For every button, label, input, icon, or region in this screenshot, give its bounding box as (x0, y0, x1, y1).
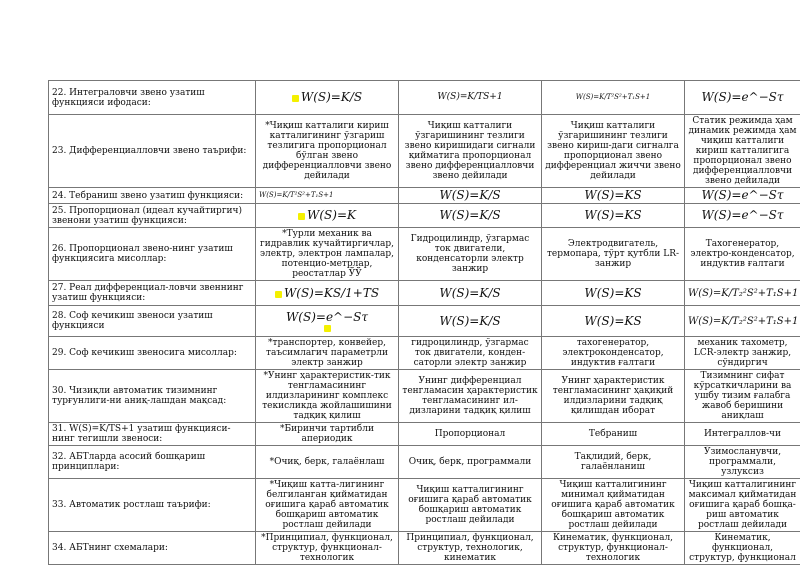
formula: W(S)=KS (584, 188, 642, 202)
formula: W(S)=e^−Sτ (285, 309, 369, 324)
table-row (49, 479, 800, 532)
formula: W(S)=KS/1+TS (283, 285, 380, 300)
answer-cell (685, 81, 800, 115)
answer-cell: тахогенератор, электроконденсатор, индуктив ғалтаги (542, 337, 685, 370)
answer-cell: Интеграллов-чи (685, 423, 800, 446)
formula: W(S)=K (307, 208, 356, 222)
formula: W(S)=KS (584, 313, 642, 328)
answer-cell (399, 204, 542, 228)
answer-cell: Тебраниш (542, 423, 685, 446)
answer-cell: Пропорционал (399, 423, 542, 446)
answer-cell (542, 81, 685, 115)
answer-cell-correct (256, 281, 399, 306)
question-cell: 26. Пропорционал звено-нинг узатиш функциясига мисоллар: (49, 228, 256, 281)
answer-cell: Гидроцилиндр, ўзгармас ток двигатели, конденсаторли электр занжир (399, 228, 542, 281)
answer-table-sheet (48, 80, 800, 565)
table-row (49, 532, 800, 565)
question-cell: 25. Пропорционал (идеал кучайтиргич) звенони узатиш функцияси: (49, 204, 256, 228)
question-cell: 24. Тебраниш звено узатиш функцияси: (49, 188, 256, 204)
answer-cell (399, 306, 542, 337)
answer-cell (399, 281, 542, 306)
answer-cell (399, 188, 542, 204)
answer-cell-correct: *Турли механик ва гидравлик кучайтиргичлар, электр, электрон лампалар, потенцио-метрлар, реостатлар ЎЎ (256, 228, 399, 281)
answer-cell: Унинг дифференциал тенгламасин ҳарактеристик тенгламасининг ил-дизларини тадқиқ қилиш (399, 370, 542, 423)
highlight-marker (275, 291, 282, 298)
answer-cell (685, 281, 800, 306)
answer-cell: Очиқ, берк, программали (399, 446, 542, 479)
answer-cell: Ўзимосланувчи, программали, узлуксиз (685, 446, 800, 479)
question-cell: 31. W(S)=K/TS+1 узатиш функцияси-нинг тегишли звеноси: (49, 423, 256, 446)
question-cell: 32. АБТларда асосий бошқариш принциплари: (49, 446, 256, 479)
formula: W(S)=K/S (439, 208, 501, 222)
answer-cell-correct (256, 188, 399, 204)
formula: W(S)=K/S (300, 90, 363, 104)
answer-cell (399, 81, 542, 115)
answer-cell-correct (256, 81, 399, 115)
answer-cell (685, 306, 800, 337)
answer-cell-correct: *Принципиал, функционал, структур, функционал-технологик (256, 532, 399, 565)
answer-cell: Кинематик, функционал, структур, функционал-технологик (542, 532, 685, 565)
answer-cell (542, 306, 685, 337)
answer-cell: Чиқиш катталигининг минимал қийматидан оғишига қараб автоматик бошқариш автоматик ростлаш дейилади (542, 479, 685, 532)
question-cell: 30. Чизиқли автоматик тизимнинг турғунлиги-ни аниқ-лашдан мақсад: (49, 370, 256, 423)
formula: W(S)=e^−Sτ (701, 90, 784, 104)
highlight-marker (298, 213, 305, 220)
answer-cell (542, 188, 685, 204)
answer-cell-correct: *Унинг ҳарактеристик-тик тенгламасининг илдизларининг комплекс текисликда жойлашишини тадқиқ қилиш (256, 370, 399, 423)
answer-cell: гидроцилиндр, ўзгармас ток двигатели, конден-саторли электр занжир (399, 337, 542, 370)
question-cell: 29. Соф кечикиш звеносига мисоллар: (49, 337, 256, 370)
answer-table (48, 80, 800, 565)
answer-cell: Электродвигатель, термопара, тўрт қутбли LR-занжир (542, 228, 685, 281)
formula: W(S)=K/S (439, 188, 501, 202)
answer-cell-correct: *Чиқиш катта-лигининг белгиланган қийматидан оғишига қараб автоматик бошқариш автоматик ростлаш дейилади (256, 479, 399, 532)
formula: W(S)=K/S (439, 285, 501, 300)
table-row (49, 337, 800, 370)
answer-cell: Кинематик, функционал, структур, функционал (685, 532, 800, 565)
question-cell: 22. Интеграловчи звено узатиш функцияси ифодаси: (49, 81, 256, 115)
answer-cell-correct: *Биринчи тартибли апериодик (256, 423, 399, 446)
formula: W(S)=KS (584, 208, 642, 222)
question-cell: 33. Автоматик ростлаш таърифи: (49, 479, 256, 532)
answer-cell (542, 281, 685, 306)
formula: W(S)=K/S (439, 313, 501, 328)
formula: W(S)=K/TS+1 (437, 92, 503, 102)
formula: W(S)=e^−Sτ (701, 208, 784, 222)
formula: W(S)=K/T²S²+T₁S+1 (259, 191, 334, 199)
answer-cell: механик тахометр, LCR-электр занжир, сўндиргич (685, 337, 800, 370)
formula: W(S)=KS (584, 285, 642, 300)
table-row (49, 370, 800, 423)
table-row (49, 115, 800, 188)
answer-cell-correct: *Чиқиш катталиги кириш катталигининг ўзгариш тезлигига пропорционал бўлган звено дифференциалловчи звено дейилади (256, 115, 399, 188)
formula: W(S)=K/T₂²S²+T₁S+1 (688, 287, 799, 299)
table-row (49, 228, 800, 281)
formula: W(S)=K/T₂²S²+T₁S+1 (688, 315, 799, 327)
answer-cell: Чиқиш катталиги ўзгаришининг тезлиги звено кириш-даги сигналга пропорционал звено дифференциал жиччи звено дейилади (542, 115, 685, 188)
answer-cell-correct (256, 204, 399, 228)
answer-cell: Чиқиш катталиги ўзгаришининг тезлиги звено киришидаги сигнали қийматига пропорционал звено дифференциалловчи звено дейилади (399, 115, 542, 188)
answer-cell: Чиқиш катталигининг максимал қийматидан оғишига қараб бошқа-риш автоматик ростлаш дейилади (685, 479, 800, 532)
answer-cell: Статик режимда ҳам динамик режимда ҳам чиқиш катталиги кириш катталигига пропорционал звено дифференциалловчи звено дейилади (685, 115, 800, 188)
table-row (49, 81, 800, 115)
table-row (49, 306, 800, 337)
answer-cell (685, 204, 800, 228)
table-row (49, 446, 800, 479)
highlight-marker (292, 95, 299, 102)
question-cell: 23. Дифференциалловчи звено таърифи: (49, 115, 256, 188)
answer-cell-correct: *транспортер, конвейер, таъсимлагич параметрли электр занжир (256, 337, 399, 370)
question-cell: 27. Реал дифференциал-ловчи звеннинг узатиш функцияси: (49, 281, 256, 306)
formula: W(S)=K/T²S²+T₁S+1 (575, 93, 651, 101)
formula: W(S)=e^−Sτ (701, 188, 784, 202)
answer-cell-correct (256, 306, 399, 337)
answer-cell: Тахогенератор, электро-конденсатор, индуктив ғалтаги (685, 228, 800, 281)
answer-cell (685, 188, 800, 204)
answer-cell: Принципиал, функционал, структур, технологик, кинематик (399, 532, 542, 565)
table-row (49, 423, 800, 446)
answer-cell: Тизимнинг сифат кўрсаткичларини ва ушбу тизим ғалабга жавоб беришини аниқлаш (685, 370, 800, 423)
answer-cell (542, 204, 685, 228)
answer-cell: Чиқиш катталигининг оғишига қараб автоматик бошқариш автоматик ростлаш дейилади (399, 479, 542, 532)
table-row (49, 188, 800, 204)
question-cell: 34. АБТнинг схемалари: (49, 532, 256, 565)
answer-cell: Унинг ҳарактеристик тенгламасининг ҳақиқий илдизларини тадқиқ қилишдан иборат (542, 370, 685, 423)
highlight-marker (324, 325, 331, 332)
answer-cell: Тақлидий, берк, галаёнланиш (542, 446, 685, 479)
question-cell: 28. Соф кечикиш звеноси узатиш функцияси (49, 306, 256, 337)
answer-cell-correct: *Очиқ, берк, галаёнлаш (256, 446, 399, 479)
table-row (49, 281, 800, 306)
table-row (49, 204, 800, 228)
